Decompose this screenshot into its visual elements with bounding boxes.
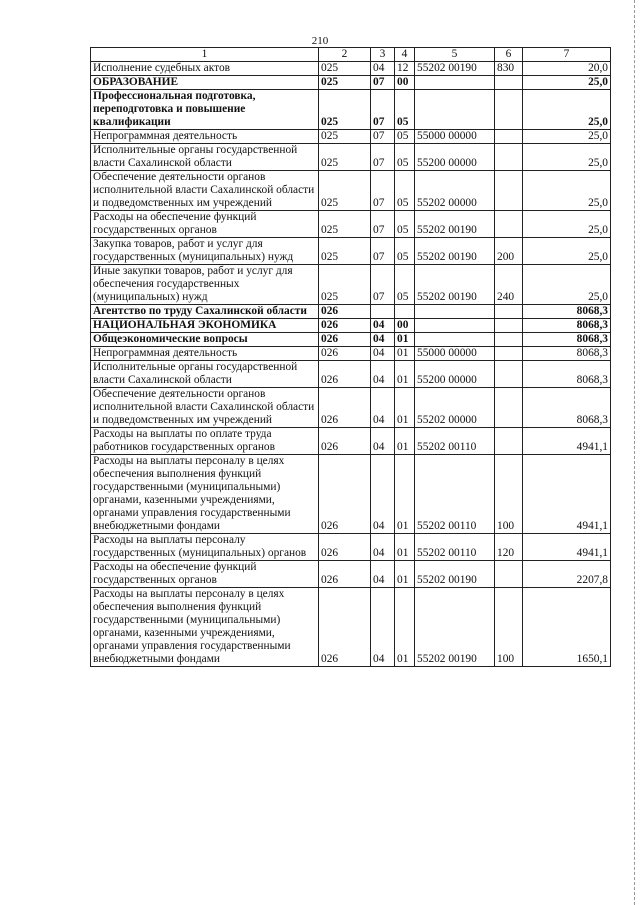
row-subsection-cell: 01: [395, 428, 415, 455]
row-section-cell: 07: [371, 238, 395, 265]
row-expense-type-cell: 100: [495, 588, 523, 667]
row-target-item-cell: [415, 305, 495, 319]
row-admin-code-cell: 026: [319, 455, 371, 534]
row-subsection-cell: 00: [395, 319, 415, 333]
row-target-item-cell: 55000 00000: [415, 130, 495, 144]
table-row: [91, 388, 611, 428]
row-section-cell: 04: [371, 561, 395, 588]
row-name-cell: Расходы на обеспечение функций государственных органов: [91, 561, 319, 588]
row-admin-code-cell: 025: [319, 62, 371, 76]
row-admin-code-cell: 026: [319, 347, 371, 361]
table-row: [91, 211, 611, 238]
row-subsection-cell: 01: [395, 588, 415, 667]
row-section-cell: 04: [371, 588, 395, 667]
row-name-cell: Расходы на обеспечение функций государственных органов: [91, 211, 319, 238]
row-section-cell: 07: [371, 76, 395, 90]
row-expense-type-cell: [495, 347, 523, 361]
row-name-cell: Закупка товаров, работ и услуг для государственных (муниципальных) нужд: [91, 238, 319, 265]
row-expense-type-cell: [495, 388, 523, 428]
table-row: [91, 90, 611, 130]
row-amount-cell: 8068,3: [523, 333, 611, 347]
row-name-cell: Профессиональная подготовка, переподготовка и повышение квалификации: [91, 90, 319, 130]
table-row: [91, 76, 611, 90]
row-section-cell: 04: [371, 333, 395, 347]
row-name-cell: ОБРАЗОВАНИЕ: [91, 76, 319, 90]
row-amount-cell: 20,0: [523, 62, 611, 76]
row-target-item-cell: 55202 00190: [415, 265, 495, 305]
row-name-cell: Непрограммная деятельность: [91, 347, 319, 361]
row-expense-type-cell: 200: [495, 238, 523, 265]
row-admin-code-cell: 025: [319, 144, 371, 171]
row-amount-cell: 8068,3: [523, 388, 611, 428]
row-section-cell: 07: [371, 90, 395, 130]
row-subsection-cell: 00: [395, 76, 415, 90]
column-header: 3: [371, 48, 395, 62]
table-row: [91, 62, 611, 76]
row-section-cell: 07: [371, 171, 395, 211]
row-subsection-cell: 05: [395, 171, 415, 211]
row-expense-type-cell: [495, 428, 523, 455]
row-section-cell: 04: [371, 388, 395, 428]
row-subsection-cell: 05: [395, 130, 415, 144]
row-amount-cell: 25,0: [523, 265, 611, 305]
row-subsection-cell: 01: [395, 561, 415, 588]
row-admin-code-cell: 026: [319, 388, 371, 428]
row-name-cell: Расходы на выплаты персоналу в целях обеспечения выполнения функций государственными (муниципальными) органами, казенными учреждениями, органами управления государственными внебюджетными фондами: [91, 455, 319, 534]
column-header: 7: [523, 48, 611, 62]
row-amount-cell: 4941,1: [523, 428, 611, 455]
page-number: 210: [311, 35, 329, 47]
table-row: [91, 455, 611, 534]
table-row: [91, 144, 611, 171]
row-section-cell: 07: [371, 144, 395, 171]
row-amount-cell: 2207,8: [523, 561, 611, 588]
row-subsection-cell: 05: [395, 238, 415, 265]
row-subsection-cell: 05: [395, 144, 415, 171]
row-admin-code-cell: 026: [319, 428, 371, 455]
table-row: [91, 361, 611, 388]
row-target-item-cell: 55202 00000: [415, 388, 495, 428]
row-admin-code-cell: 025: [319, 265, 371, 305]
row-name-cell: Исполнительные органы государственной власти Сахалинской области: [91, 144, 319, 171]
budget-table: [90, 47, 611, 667]
column-header: 6: [495, 48, 523, 62]
row-amount-cell: 25,0: [523, 90, 611, 130]
row-amount-cell: 25,0: [523, 76, 611, 90]
row-expense-type-cell: [495, 130, 523, 144]
row-admin-code-cell: 026: [319, 561, 371, 588]
table-row: [91, 319, 611, 333]
row-amount-cell: 25,0: [523, 211, 611, 238]
row-expense-type-cell: [495, 144, 523, 171]
table-row: [91, 130, 611, 144]
row-subsection-cell: 05: [395, 211, 415, 238]
table-row: [91, 238, 611, 265]
row-name-cell: Обеспечение деятельности органов исполнительной власти Сахалинской области и подведомственных им учреждений: [91, 171, 319, 211]
row-section-cell: [371, 305, 395, 319]
row-section-cell: 04: [371, 62, 395, 76]
row-name-cell: НАЦИОНАЛЬНАЯ ЭКОНОМИКА: [91, 319, 319, 333]
table-row: [91, 534, 611, 561]
row-admin-code-cell: 025: [319, 130, 371, 144]
row-amount-cell: 25,0: [523, 238, 611, 265]
table-row: [91, 428, 611, 455]
row-section-cell: 04: [371, 428, 395, 455]
row-subsection-cell: 01: [395, 534, 415, 561]
row-name-cell: Непрограммная деятельность: [91, 130, 319, 144]
row-name-cell: Исполнительные органы государственной власти Сахалинской области: [91, 361, 319, 388]
row-target-item-cell: 55202 00000: [415, 171, 495, 211]
row-section-cell: 04: [371, 319, 395, 333]
table-header-row: [91, 48, 611, 62]
row-amount-cell: 8068,3: [523, 361, 611, 388]
column-header: 4: [395, 48, 415, 62]
row-target-item-cell: [415, 319, 495, 333]
row-amount-cell: 25,0: [523, 144, 611, 171]
row-amount-cell: 25,0: [523, 171, 611, 211]
row-admin-code-cell: 025: [319, 76, 371, 90]
row-target-item-cell: 55202 00190: [415, 238, 495, 265]
row-subsection-cell: 01: [395, 361, 415, 388]
table-row: [91, 347, 611, 361]
row-target-item-cell: [415, 333, 495, 347]
column-header: 2: [319, 48, 371, 62]
row-admin-code-cell: 026: [319, 305, 371, 319]
column-header: 1: [91, 48, 319, 62]
row-name-cell: Расходы на выплаты персоналу в целях обеспечения выполнения функций государственными (муниципальными) органами, казенными учреждениями, органами управления государственными внебюджетными фондами: [91, 588, 319, 667]
row-amount-cell: 4941,1: [523, 534, 611, 561]
row-admin-code-cell: 026: [319, 319, 371, 333]
row-section-cell: 07: [371, 211, 395, 238]
row-admin-code-cell: 026: [319, 588, 371, 667]
row-expense-type-cell: [495, 361, 523, 388]
row-subsection-cell: 01: [395, 333, 415, 347]
table-row: [91, 561, 611, 588]
row-expense-type-cell: [495, 333, 523, 347]
row-name-cell: Исполнение судебных актов: [91, 62, 319, 76]
row-section-cell: 07: [371, 265, 395, 305]
row-expense-type-cell: [495, 561, 523, 588]
row-target-item-cell: 55202 00190: [415, 62, 495, 76]
row-name-cell: Иные закупки товаров, работ и услуг для обеспечения государственных (муниципальных) нужд: [91, 265, 319, 305]
row-target-item-cell: 55200 00000: [415, 361, 495, 388]
row-amount-cell: 25,0: [523, 130, 611, 144]
row-admin-code-cell: 026: [319, 333, 371, 347]
row-target-item-cell: 55000 00000: [415, 347, 495, 361]
row-subsection-cell: 12: [395, 62, 415, 76]
row-expense-type-cell: 100: [495, 455, 523, 534]
row-target-item-cell: 55202 00190: [415, 561, 495, 588]
table-row: [91, 588, 611, 667]
row-expense-type-cell: [495, 305, 523, 319]
row-section-cell: 04: [371, 455, 395, 534]
row-subsection-cell: [395, 305, 415, 319]
row-name-cell: Расходы на выплаты по оплате труда работников государственных органов: [91, 428, 319, 455]
row-section-cell: 04: [371, 534, 395, 561]
row-target-item-cell: 55202 00110: [415, 455, 495, 534]
row-admin-code-cell: 025: [319, 211, 371, 238]
row-name-cell: Агентство по труду Сахалинской области: [91, 305, 319, 319]
scan-edge-line: [634, 0, 636, 905]
row-expense-type-cell: [495, 76, 523, 90]
row-amount-cell: 8068,3: [523, 319, 611, 333]
row-expense-type-cell: 240: [495, 265, 523, 305]
row-amount-cell: 8068,3: [523, 305, 611, 319]
row-expense-type-cell: [495, 90, 523, 130]
row-name-cell: Расходы на выплаты персоналу государственных (муниципальных) органов: [91, 534, 319, 561]
row-subsection-cell: 01: [395, 455, 415, 534]
row-expense-type-cell: 830: [495, 62, 523, 76]
table-row: [91, 305, 611, 319]
table-row: [91, 171, 611, 211]
row-target-item-cell: 55202 00110: [415, 428, 495, 455]
row-admin-code-cell: 025: [319, 238, 371, 265]
row-amount-cell: 1650,1: [523, 588, 611, 667]
table-row: [91, 333, 611, 347]
row-admin-code-cell: 026: [319, 361, 371, 388]
row-name-cell: Обеспечение деятельности органов исполнительной власти Сахалинской области и подведомственных им учреждений: [91, 388, 319, 428]
row-section-cell: 04: [371, 347, 395, 361]
table-row: [91, 265, 611, 305]
row-target-item-cell: 55200 00000: [415, 144, 495, 171]
row-name-cell: Общеэкономические вопросы: [91, 333, 319, 347]
row-target-item-cell: [415, 90, 495, 130]
row-expense-type-cell: 120: [495, 534, 523, 561]
row-amount-cell: 4941,1: [523, 455, 611, 534]
row-section-cell: 04: [371, 361, 395, 388]
row-target-item-cell: 55202 00190: [415, 588, 495, 667]
row-admin-code-cell: 025: [319, 90, 371, 130]
row-amount-cell: 8068,3: [523, 347, 611, 361]
row-subsection-cell: 05: [395, 90, 415, 130]
row-admin-code-cell: 026: [319, 534, 371, 561]
row-expense-type-cell: [495, 319, 523, 333]
row-section-cell: 07: [371, 130, 395, 144]
row-subsection-cell: 01: [395, 388, 415, 428]
row-admin-code-cell: 025: [319, 171, 371, 211]
row-subsection-cell: 05: [395, 265, 415, 305]
row-target-item-cell: 55202 00190: [415, 211, 495, 238]
row-subsection-cell: 01: [395, 347, 415, 361]
row-expense-type-cell: [495, 171, 523, 211]
row-expense-type-cell: [495, 211, 523, 238]
row-target-item-cell: [415, 76, 495, 90]
row-target-item-cell: 55202 00110: [415, 534, 495, 561]
column-header: 5: [415, 48, 495, 62]
